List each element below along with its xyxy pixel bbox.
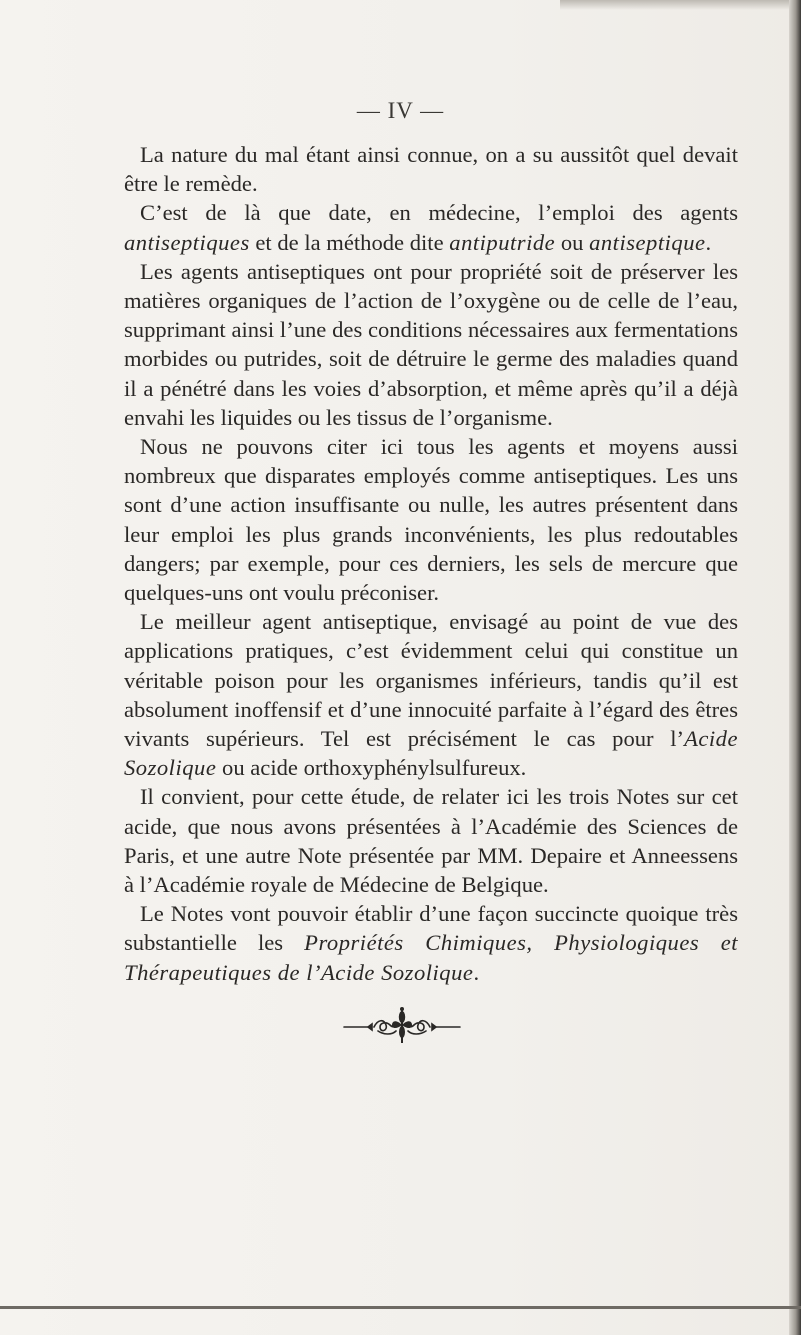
paragraph-7 (124, 899, 738, 987)
paragraph-2-italic-antiseptique: antiseptique (589, 229, 706, 255)
paragraph-2-text-e: ou (555, 229, 590, 255)
paragraph-4-text: Nous ne pouvons citer ici tous les agents et moyens aussi nombreux que disparates employés comme antiseptiques. Les uns sont d’une action insuffisante ou nulle, les autres présentent dans leur emploi les plus grands inconvénients, les plus redoutables dangers; par exemple, pour ces derniers, les sels de mercure que quelques-uns ont voulu préconiser. (124, 434, 738, 606)
paragraph-6-text: Il convient, pour cette étude, de relater ici les trois Notes sur cet acide, que nous avons présentées à l’Académie des Sciences de Paris, et une autre Note présentée par MM. Depaire et Anneessens à l’Académie royale de Médecine de Belgique. (124, 784, 738, 898)
paragraph-5 (124, 607, 738, 782)
paragraph-2-text-a: C’est de là que date, en médecine, l’emploi des agents (140, 200, 738, 226)
paragraph-5-italic-acide-sozolique: Acide Sozolique (124, 726, 738, 781)
paragraph-3-text: Les agents antiseptiques ont pour propriété soit de préserver les matières organiques de l’action de l’oxygène ou de celle de l’eau, supprimant ainsi l’une des conditions nécessaires aux fermentations morbides ou putrides, soit de détruire le germe des maladies quand il a pénétré dans les voies d’absorption, et même après qu’il a déjà envahi les liquides ou les tissus de l’organisme. (124, 258, 738, 430)
paragraph-1 (124, 140, 738, 198)
paragraph-2 (124, 198, 738, 256)
paragraph-7-text-c: . (473, 959, 480, 985)
paragraph-4 (124, 432, 738, 607)
paragraph-2-text-c: et de la méthode dite (249, 229, 450, 255)
paragraph-3 (124, 257, 738, 432)
paragraph-5-text-a: Le meilleur agent antiseptique, envisagé au point de vue des applications pratiques, c’est évidemment celui qui constitue un véritable poison pour les organismes inférieurs, tandis qu’il est absolument inoffensif et d’une innocuité parfaite à l’égard des êtres vivants supérieurs. Tel est précisément le cas pour l’ (124, 609, 738, 752)
paragraph-7-text-a: Le Notes vont pouvoir établir d’une façon succincte quoique très substantielle les (124, 901, 738, 956)
page-binding-edge (789, 0, 801, 1335)
paragraph-1-text: La nature du mal étant ainsi connue, on a su aussitôt quel devait être le remède. (124, 142, 738, 197)
paragraph-6 (124, 782, 738, 899)
paragraph-2-italic-antiseptiques: antiseptiques (124, 229, 250, 255)
paragraph-7-italic-title: Propriétés Chimiques, Physiologiques et Thérapeutiques de l’Acide Sozolique (124, 930, 739, 985)
fleuron-ornament-icon (342, 1005, 462, 1045)
paragraph-2-text-g: . (705, 229, 712, 255)
body-text (124, 140, 738, 987)
paragraph-2-italic-antiputride: antiputride (449, 229, 556, 255)
page-number-header: — IV — (356, 98, 445, 123)
bottom-page-edge (0, 1306, 801, 1309)
paragraph-5-text-c: ou acide orthoxyphénylsulfureux. (216, 755, 527, 781)
page-top-shadow (560, 0, 800, 10)
